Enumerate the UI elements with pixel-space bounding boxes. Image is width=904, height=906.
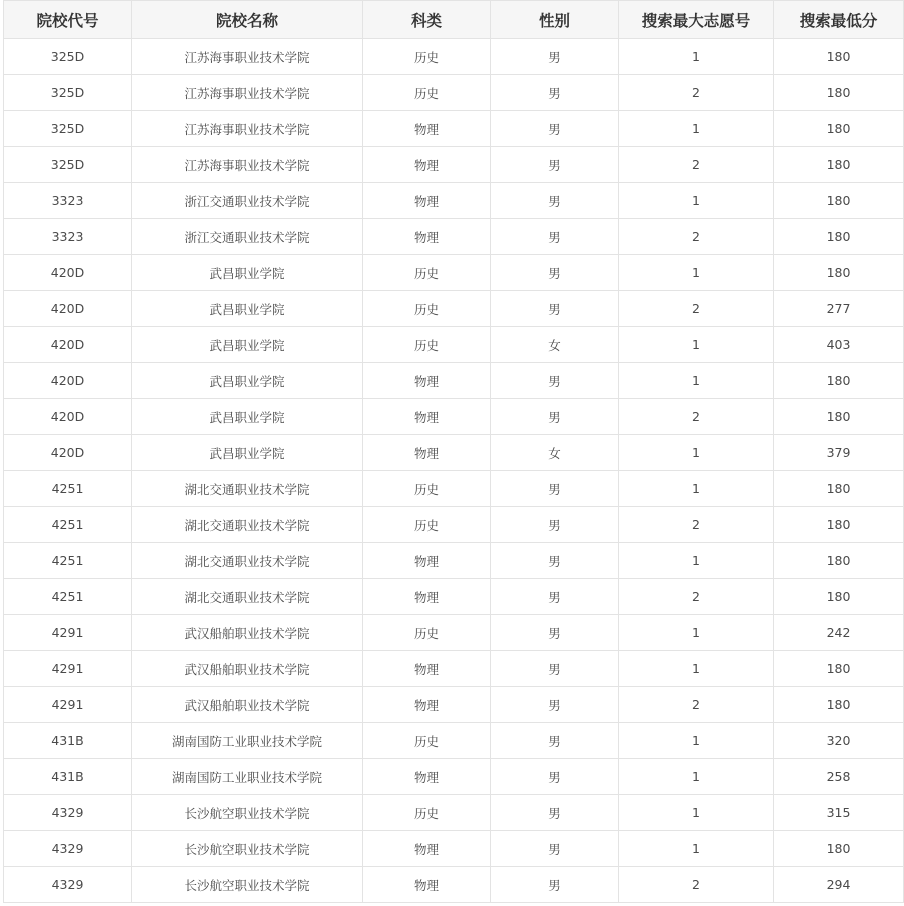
- cell-max-choice: 1: [619, 795, 774, 831]
- cell-gender: 男: [491, 867, 619, 903]
- table-row: [4, 255, 904, 291]
- header-row: [4, 1, 904, 39]
- cell-gender: 男: [491, 795, 619, 831]
- cell-gender: 男: [491, 723, 619, 759]
- cell-min-score: 180: [774, 507, 904, 543]
- cell-subject: 物理: [363, 435, 491, 471]
- table-row: [4, 651, 904, 687]
- cell-school-code: 4291: [4, 651, 132, 687]
- table-row: [4, 399, 904, 435]
- header-school-code: 院校代号: [4, 1, 132, 39]
- cell-min-score: 277: [774, 291, 904, 327]
- cell-min-score: 258: [774, 759, 904, 795]
- cell-min-score: 180: [774, 543, 904, 579]
- cell-school-name: 长沙航空职业技术学院: [132, 867, 363, 903]
- cell-max-choice: 2: [619, 579, 774, 615]
- cell-gender: 女: [491, 435, 619, 471]
- cell-school-code: 431B: [4, 723, 132, 759]
- cell-school-code: 4251: [4, 543, 132, 579]
- cell-subject: 物理: [363, 219, 491, 255]
- cell-subject: 历史: [363, 255, 491, 291]
- table-row: [4, 579, 904, 615]
- table-header: [4, 1, 904, 39]
- cell-min-score: 180: [774, 183, 904, 219]
- table-row: [4, 687, 904, 723]
- cell-school-name: 浙江交通职业技术学院: [132, 219, 363, 255]
- cell-max-choice: 1: [619, 651, 774, 687]
- table-row: [4, 183, 904, 219]
- table-row: [4, 111, 904, 147]
- cell-school-name: 长沙航空职业技术学院: [132, 831, 363, 867]
- cell-school-name: 湖北交通职业技术学院: [132, 579, 363, 615]
- table-row: [4, 507, 904, 543]
- cell-gender: 女: [491, 327, 619, 363]
- cell-subject: 历史: [363, 291, 491, 327]
- cell-min-score: 379: [774, 435, 904, 471]
- cell-max-choice: 1: [619, 255, 774, 291]
- cell-max-choice: 2: [619, 75, 774, 111]
- cell-gender: 男: [491, 687, 619, 723]
- cell-min-score: 320: [774, 723, 904, 759]
- cell-school-name: 浙江交通职业技术学院: [132, 183, 363, 219]
- cell-min-score: 180: [774, 363, 904, 399]
- cell-school-name: 湖北交通职业技术学院: [132, 471, 363, 507]
- cell-school-code: 431B: [4, 759, 132, 795]
- cell-subject: 历史: [363, 507, 491, 543]
- cell-subject: 物理: [363, 147, 491, 183]
- cell-school-code: 4329: [4, 867, 132, 903]
- cell-min-score: 180: [774, 75, 904, 111]
- cell-school-name: 武汉船舶职业技术学院: [132, 687, 363, 723]
- cell-subject: 物理: [363, 867, 491, 903]
- cell-gender: 男: [491, 759, 619, 795]
- cell-subject: 历史: [363, 75, 491, 111]
- cell-subject: 历史: [363, 615, 491, 651]
- table-row: [4, 147, 904, 183]
- cell-max-choice: 1: [619, 471, 774, 507]
- cell-school-name: 湖南国防工业职业技术学院: [132, 759, 363, 795]
- cell-school-name: 江苏海事职业技术学院: [132, 111, 363, 147]
- cell-max-choice: 1: [619, 543, 774, 579]
- cell-max-choice: 1: [619, 363, 774, 399]
- cell-school-code: 3323: [4, 219, 132, 255]
- cell-min-score: 180: [774, 147, 904, 183]
- cell-school-name: 江苏海事职业技术学院: [132, 39, 363, 75]
- cell-gender: 男: [491, 255, 619, 291]
- header-subject: 科类: [363, 1, 491, 39]
- cell-gender: 男: [491, 75, 619, 111]
- table-row: [4, 615, 904, 651]
- cell-school-name: 武昌职业学院: [132, 363, 363, 399]
- cell-gender: 男: [491, 111, 619, 147]
- cell-gender: 男: [491, 39, 619, 75]
- table-row: [4, 471, 904, 507]
- header-min-score: 搜索最低分: [774, 1, 904, 39]
- table-row: [4, 723, 904, 759]
- cell-gender: 男: [491, 471, 619, 507]
- cell-school-code: 420D: [4, 291, 132, 327]
- cell-school-code: 420D: [4, 255, 132, 291]
- cell-school-name: 武昌职业学院: [132, 291, 363, 327]
- cell-school-code: 4251: [4, 579, 132, 615]
- table-row: [4, 363, 904, 399]
- cell-gender: 男: [491, 651, 619, 687]
- cell-school-code: 4251: [4, 507, 132, 543]
- cell-min-score: 180: [774, 399, 904, 435]
- cell-subject: 物理: [363, 651, 491, 687]
- cell-school-code: 420D: [4, 399, 132, 435]
- cell-gender: 男: [491, 183, 619, 219]
- cell-min-score: 180: [774, 579, 904, 615]
- table-body: [4, 39, 904, 903]
- cell-school-name: 武昌职业学院: [132, 327, 363, 363]
- cell-school-code: 325D: [4, 39, 132, 75]
- cell-max-choice: 2: [619, 507, 774, 543]
- cell-school-code: 4291: [4, 687, 132, 723]
- cell-subject: 物理: [363, 543, 491, 579]
- cell-gender: 男: [491, 543, 619, 579]
- cell-max-choice: 1: [619, 111, 774, 147]
- cell-gender: 男: [491, 147, 619, 183]
- cell-subject: 历史: [363, 39, 491, 75]
- cell-min-score: 180: [774, 687, 904, 723]
- cell-school-code: 420D: [4, 363, 132, 399]
- cell-school-code: 420D: [4, 327, 132, 363]
- cell-subject: 物理: [363, 759, 491, 795]
- table-row: [4, 75, 904, 111]
- cell-max-choice: 2: [619, 399, 774, 435]
- cell-school-name: 武昌职业学院: [132, 255, 363, 291]
- cell-school-name: 武汉船舶职业技术学院: [132, 615, 363, 651]
- cell-gender: 男: [491, 363, 619, 399]
- cell-max-choice: 2: [619, 867, 774, 903]
- cell-min-score: 180: [774, 831, 904, 867]
- cell-subject: 物理: [363, 111, 491, 147]
- cell-max-choice: 2: [619, 291, 774, 327]
- cell-school-name: 武昌职业学院: [132, 399, 363, 435]
- table-row: [4, 435, 904, 471]
- cell-gender: 男: [491, 615, 619, 651]
- cell-min-score: 180: [774, 39, 904, 75]
- cell-min-score: 180: [774, 219, 904, 255]
- table-row: [4, 291, 904, 327]
- cell-subject: 历史: [363, 723, 491, 759]
- cell-gender: 男: [491, 831, 619, 867]
- cell-min-score: 180: [774, 471, 904, 507]
- cell-school-name: 长沙航空职业技术学院: [132, 795, 363, 831]
- cell-max-choice: 2: [619, 147, 774, 183]
- cell-school-name: 江苏海事职业技术学院: [132, 147, 363, 183]
- table-row: [4, 543, 904, 579]
- cell-school-code: 4251: [4, 471, 132, 507]
- cell-gender: 男: [491, 507, 619, 543]
- header-gender: 性别: [491, 1, 619, 39]
- cell-school-code: 325D: [4, 75, 132, 111]
- cell-school-name: 湖北交通职业技术学院: [132, 507, 363, 543]
- cell-subject: 物理: [363, 183, 491, 219]
- cell-school-code: 325D: [4, 147, 132, 183]
- cell-max-choice: 2: [619, 219, 774, 255]
- cell-school-name: 湖南国防工业职业技术学院: [132, 723, 363, 759]
- cell-gender: 男: [491, 579, 619, 615]
- table-row: [4, 219, 904, 255]
- cell-school-name: 武昌职业学院: [132, 435, 363, 471]
- cell-max-choice: 1: [619, 183, 774, 219]
- cell-school-code: 325D: [4, 111, 132, 147]
- cell-max-choice: 1: [619, 831, 774, 867]
- cell-school-code: 4291: [4, 615, 132, 651]
- cell-max-choice: 2: [619, 687, 774, 723]
- cell-subject: 历史: [363, 327, 491, 363]
- cell-max-choice: 1: [619, 723, 774, 759]
- cell-min-score: 180: [774, 651, 904, 687]
- cell-max-choice: 1: [619, 327, 774, 363]
- header-max-choice: 搜索最大志愿号: [619, 1, 774, 39]
- cell-subject: 物理: [363, 399, 491, 435]
- cell-subject: 物理: [363, 579, 491, 615]
- cell-max-choice: 1: [619, 435, 774, 471]
- table-row: [4, 327, 904, 363]
- cell-gender: 男: [491, 291, 619, 327]
- cell-min-score: 242: [774, 615, 904, 651]
- cell-school-name: 武汉船舶职业技术学院: [132, 651, 363, 687]
- cell-min-score: 180: [774, 111, 904, 147]
- table-row: [4, 759, 904, 795]
- header-school-name: 院校名称: [132, 1, 363, 39]
- cell-school-code: 420D: [4, 435, 132, 471]
- table-row: [4, 795, 904, 831]
- cell-min-score: 315: [774, 795, 904, 831]
- cell-school-code: 4329: [4, 795, 132, 831]
- cell-school-code: 4329: [4, 831, 132, 867]
- cell-min-score: 403: [774, 327, 904, 363]
- cell-school-name: 江苏海事职业技术学院: [132, 75, 363, 111]
- admission-score-table: [3, 0, 904, 903]
- cell-gender: 男: [491, 399, 619, 435]
- cell-max-choice: 1: [619, 759, 774, 795]
- cell-subject: 历史: [363, 795, 491, 831]
- cell-max-choice: 1: [619, 615, 774, 651]
- cell-min-score: 294: [774, 867, 904, 903]
- cell-school-name: 湖北交通职业技术学院: [132, 543, 363, 579]
- cell-max-choice: 1: [619, 39, 774, 75]
- cell-subject: 历史: [363, 471, 491, 507]
- table-row: [4, 39, 904, 75]
- cell-subject: 物理: [363, 687, 491, 723]
- table-row: [4, 831, 904, 867]
- cell-subject: 物理: [363, 363, 491, 399]
- cell-subject: 物理: [363, 831, 491, 867]
- cell-school-code: 3323: [4, 183, 132, 219]
- cell-gender: 男: [491, 219, 619, 255]
- table-row: [4, 867, 904, 903]
- cell-min-score: 180: [774, 255, 904, 291]
